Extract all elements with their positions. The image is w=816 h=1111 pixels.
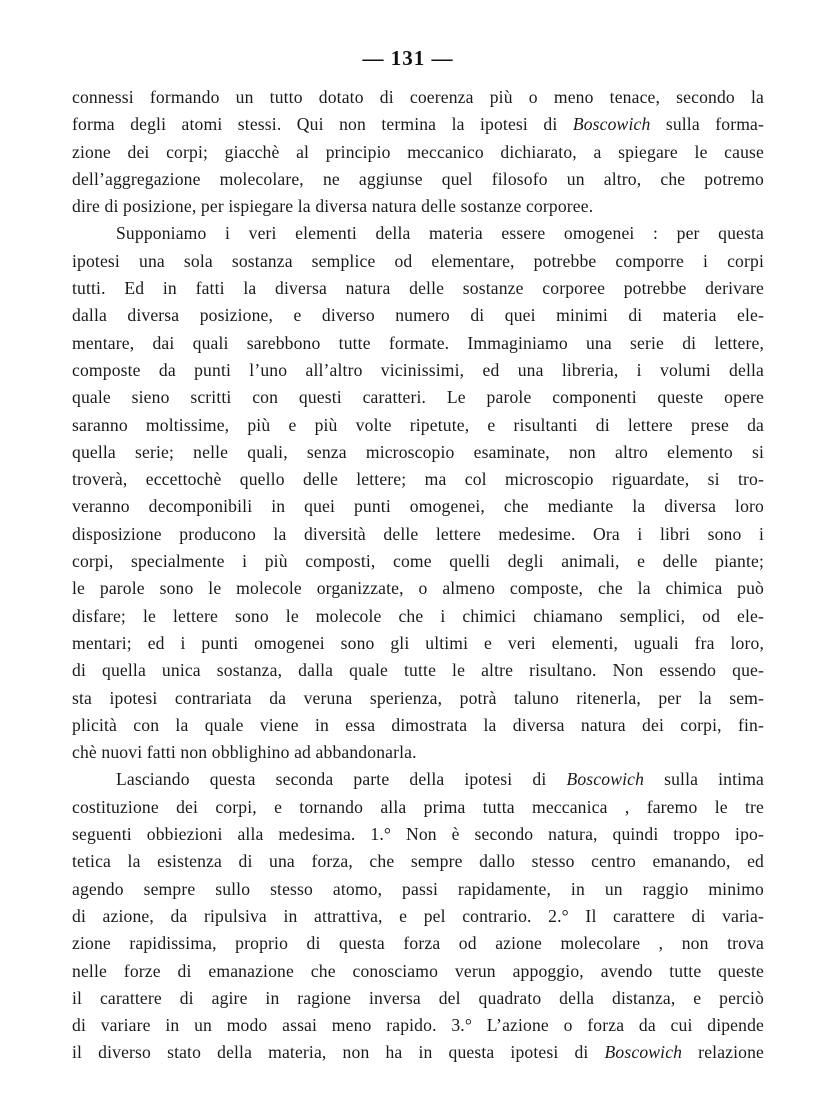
paragraph xyxy=(72,766,764,1066)
text-line: tutti. Ed in fatti la diversa natura delle sostanze corporee potrebbe derivare xyxy=(72,278,764,299)
body-text xyxy=(72,84,764,1067)
text-line: tetica la esistenza di una forza, che sempre dallo stesso centro emanando, ed xyxy=(72,851,764,872)
text-line: forma degli atomi stessi. Qui non termina la ipotesi di Boscowich sulla forma- xyxy=(72,114,764,135)
page-number: — 131 — xyxy=(362,46,454,70)
text-line: plicità con la quale viene in essa dimostrata la diversa natura dei corpi, fin- xyxy=(72,714,764,735)
italic-name: Boscowich xyxy=(572,114,651,135)
text-line: seguenti obbiezioni alla medesima. 1.° Non è secondo natura, quindi troppo ipo- xyxy=(72,824,764,845)
text-line: ipotesi una sola sostanza semplice od elementare, potrebbe comporre i corpi xyxy=(72,250,764,271)
text-line: troverà, eccettochè quello delle lettere; ma col microscopio riguardate, si tro- xyxy=(72,469,764,490)
text-line: connessi formando un tutto dotato di coerenza più o meno tenace, secondo la xyxy=(72,87,764,107)
text-line: di variare in un modo assai meno rapido. 3.° L’azione o forza da cui dipende xyxy=(72,1015,764,1036)
text-line: composte da punti l’uno all’altro vicinissimi, ed una libreria, i volumi della xyxy=(72,359,764,380)
text-line: chè nuovi fatti non obblighino ad abbandonarla. xyxy=(72,742,417,763)
text-line: agendo sempre sullo stesso atomo, passi rapidamente, in un raggio minimo xyxy=(72,878,764,899)
text-line: di quella unica sostanza, dalla quale tutte le altre risultano. Non essendo que- xyxy=(72,660,764,681)
paragraph xyxy=(72,220,764,766)
paragraph xyxy=(72,84,764,220)
text-line: le parole sono le molecole organizzate, o almeno composte, che la chimica può xyxy=(72,578,764,599)
text-line: dell’aggregazione molecolare, ne aggiunse quel filosofo un altro, che potremo xyxy=(72,168,764,189)
text-line: nelle forze di emanazione che conosciamo verun appoggio, avendo tutte queste xyxy=(72,960,764,981)
text-line: Supponiamo i veri elementi della materia essere omogenei : per questa xyxy=(116,223,764,244)
text-line: quale sieno scritti con questi caratteri. Le parole componenti queste opere xyxy=(72,387,764,408)
text-line: quella serie; nelle quali, senza microscopio esaminate, non altro elemento si xyxy=(72,441,764,462)
italic-name: Boscowich xyxy=(604,1042,683,1063)
text-line: il diverso stato della materia, non ha in questa ipotesi di Boscowich relazione xyxy=(72,1042,764,1063)
text-line: disposizione producono la diversità delle lettere medesime. Ora i libri sono i xyxy=(72,523,764,544)
text-line: mentari; ed i punti omogenei sono gli ultimi e veri elementi, uguali fra loro, xyxy=(72,632,764,653)
text-line: sta ipotesi contrariata da veruna sperienza, potrà taluno ritenerla, per la sem- xyxy=(72,687,764,708)
text-line: il carattere di agire in ragione inversa del quadrato della distanza, e perciò xyxy=(72,987,764,1008)
text-line: costituzione dei corpi, e tornando alla prima tutta meccanica , faremo le tre xyxy=(72,796,764,817)
italic-name: Boscowich xyxy=(566,769,645,790)
text-line: veranno decomponibili in quei punti omogenei, che mediante la diversa loro xyxy=(72,496,764,517)
text-line: Lasciando questa seconda parte della ipotesi di Boscowich sulla intima xyxy=(116,769,764,790)
text-line: zione rapidissima, proprio di questa forza od azione molecolare , non trova xyxy=(72,933,764,954)
text-line: mentare, dai quali sarebbono tutte formate. Immaginiamo una serie di lettere, xyxy=(72,332,764,353)
text-line: corpi, specialmente i più composti, come quelli degli animali, e delle piante; xyxy=(72,551,764,572)
text-line: saranno moltissime, più e più volte ripetute, e risultanti di lettere prese da xyxy=(72,414,764,435)
text-line: di azione, da ripulsiva in attrattiva, e pel contrario. 2.° Il carattere di varia- xyxy=(72,905,764,926)
text-line: zione dei corpi; giacchè al principio meccanico dichiarato, a spiegare le cause xyxy=(72,141,764,162)
text-line: dalla diversa posizione, e diverso numero di quei minimi di materia ele- xyxy=(72,305,764,326)
text-line: disfare; le lettere sono le molecole che i chimici chiamano semplici, od ele- xyxy=(72,605,764,626)
text-line: dire di posizione, per ispiegare la diversa natura delle sostanze corporee. xyxy=(72,196,594,217)
